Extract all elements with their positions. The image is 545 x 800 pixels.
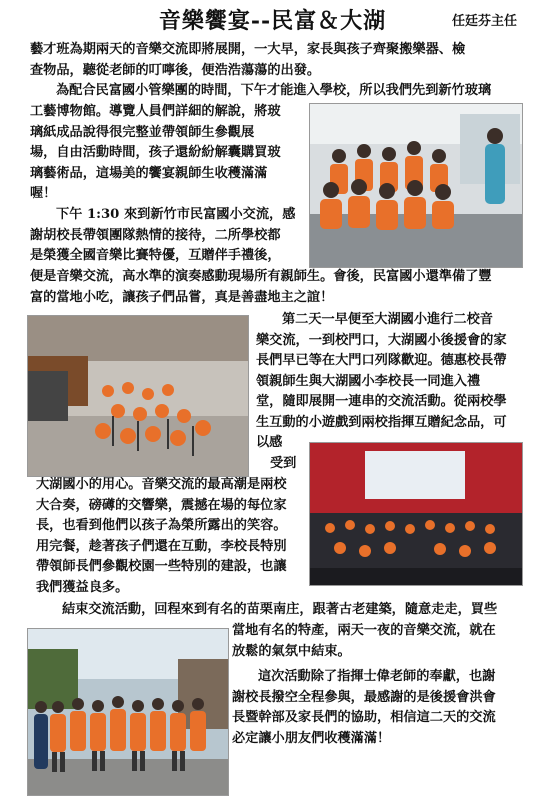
paragraph-joint-concert — [36, 475, 306, 598]
paragraph-nanzhuang-cont — [232, 621, 530, 662]
paragraph-glass-museum — [30, 81, 530, 102]
text-line: 藝才班為期兩天的音樂交流即將展開，一大早，家長與孩子齊聚搬樂器、檢 — [30, 42, 466, 57]
paragraph-nanzhuang — [36, 600, 530, 621]
text-line: 帶領師長們參觀校園一些特別的建設，也讓 — [36, 559, 287, 574]
text-line: 用完餐，趁著孩子們還在互動，李校長特別 — [36, 538, 287, 554]
text-line: 是榮獲全國音樂比賽特優，互贈伴手禮後， — [30, 248, 281, 263]
text-line: 下午 1:30 來到新竹市民富國小交流，感 — [56, 207, 296, 222]
text-line: 長暨幹部及家長們的協助，相信這二天的交流 — [232, 710, 496, 725]
text-line: 璃藝術品，這場美的饗宴親師生收穫滿滿 — [30, 165, 268, 181]
text-line: 大合奏，磅礡的交響樂，震撼在場的每位家 — [36, 497, 287, 513]
photo-nanzhuang-group — [27, 628, 229, 796]
text-line: 這次活動除了指揮士偉老師的奉獻，也謝 — [258, 669, 496, 684]
text-line: 富的當地小吃，讓孩子們品嘗，真是善盡地主之誼！ — [30, 289, 334, 305]
text-line: 第二天一早便至大湖國小進行二校音 — [282, 312, 493, 327]
paragraph-departure — [30, 40, 530, 81]
text-line: 必定讓小朋友們收穫滿滿！ — [232, 730, 391, 746]
text-line: 生互動的小遊戲到兩校指揮互贈紀念品，可 — [256, 414, 507, 430]
text-line: 大湖國小的用心。音樂交流的最高潮是兩校 — [36, 477, 287, 492]
text-line: 結束交流活動，回程來到有名的苗栗南庄，跟著古老建築，隨意走走，買些 — [62, 602, 498, 617]
paragraph-minfu-exchange-cont — [30, 267, 530, 308]
text-line: 查物品，聽從老師的叮嚀後，便浩浩蕩蕩的出發。 — [30, 62, 321, 78]
author-name: 任廷芬主任 — [451, 14, 517, 29]
text-line: 受到 — [270, 455, 297, 471]
text-line: 放鬆的氣氛中結束。 — [232, 643, 351, 659]
text-line: 當地有名的特產，兩天一夜的音樂交流，就在 — [232, 623, 496, 638]
text-line: 工藝博物館。導覽人員們詳細的解說，將玻 — [30, 104, 281, 119]
text-line: 以感 — [256, 435, 283, 450]
text-line: 便是音樂交流，高水準的演奏感動現場所有親師生。會後，民富國小還準備了豐 — [30, 269, 492, 284]
photo-band-rehearsal — [27, 315, 249, 477]
paragraph-glass-museum-cont — [30, 102, 305, 205]
text-line: 為配合民富國小管樂團的時間，下午才能進入學校，所以我們先到新竹玻璃 — [56, 83, 492, 98]
paragraph-minfu-exchange — [30, 205, 305, 267]
text-line: 喔！ — [30, 186, 57, 201]
text-line: 長們早已等在大門口列隊歡迎。德惠校長帶 — [256, 353, 507, 368]
text-line: 謝校長撥空全程參與，最感謝的是後援會洪會 — [232, 689, 496, 705]
text-line: 樂交流，一到校門口，大湖國小後援會的家 — [256, 332, 507, 348]
text-line: 場，自由活動時間，孩子還紛紛解囊購買玻 — [30, 145, 281, 160]
text-line: 我們獲益良多。 — [36, 579, 129, 595]
photo-joint-concert-stage — [309, 442, 523, 586]
text-line: 璃紙成品說得很完整並帶領師生參觀展 — [30, 124, 255, 140]
photo-glass-museum-group — [309, 103, 523, 268]
text-line: 領親師生與大湖國小李校長一同進入禮 — [256, 373, 481, 389]
page-title: 音樂饗宴--民富＆大湖 — [158, 8, 387, 34]
text-line: 謝胡校長帶領團隊熱情的接待，二所學校都 — [30, 227, 281, 243]
text-line: 長，也看到他們以孩子為榮所露出的笑容。 — [36, 518, 287, 533]
paragraph-thanks — [232, 667, 530, 749]
text-line: 堂，隨即展開一連串的交流活動。從兩校學 — [256, 394, 507, 409]
